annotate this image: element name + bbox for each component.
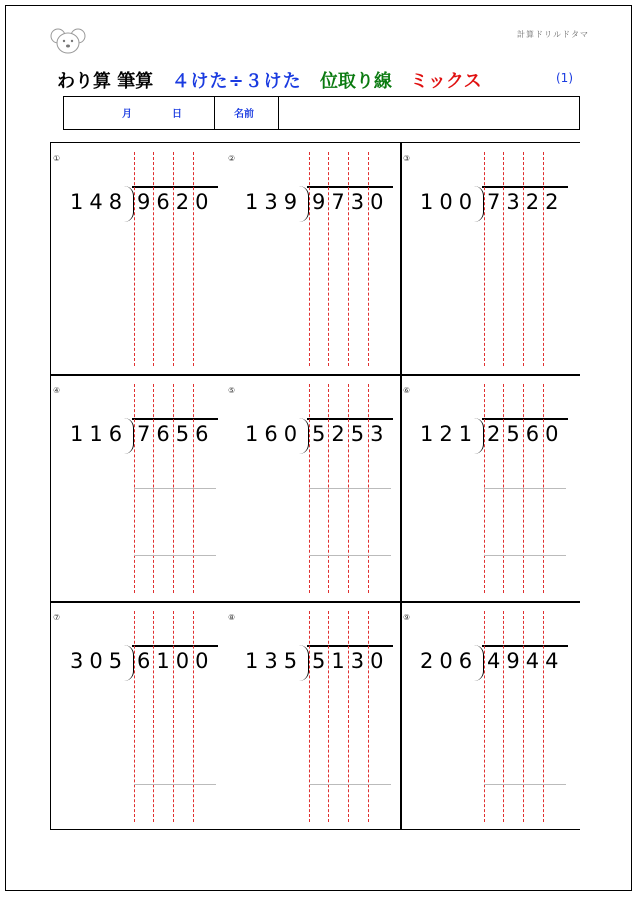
work-line	[309, 784, 391, 785]
dividend: 5130	[312, 649, 390, 673]
divisor: 160	[245, 422, 304, 446]
problem-grid	[50, 142, 580, 830]
place-value-guide-line	[328, 611, 329, 822]
work-line	[484, 555, 566, 556]
division-bar	[482, 186, 568, 188]
problem-number: ③	[403, 154, 411, 163]
work-line	[484, 488, 566, 489]
division-bar	[132, 645, 218, 647]
namebox-divider	[214, 97, 215, 129]
division-bar	[132, 418, 218, 420]
title-part-3: 位取り線	[319, 71, 392, 92]
grid-divider	[50, 601, 580, 603]
place-value-guide-line	[309, 152, 310, 366]
place-value-guide-line	[348, 611, 349, 822]
place-value-guide-line	[543, 152, 544, 366]
place-value-guide-line	[484, 152, 485, 366]
division-bracket	[474, 186, 484, 222]
division-bracket	[299, 645, 309, 681]
division-bracket	[299, 418, 309, 454]
problem-number: ⑥	[403, 386, 411, 395]
mouse-logo-icon	[50, 27, 86, 55]
work-line	[134, 784, 216, 785]
division-bracket	[124, 186, 134, 222]
title-part-1: わり算 筆算	[57, 71, 154, 92]
divisor: 206	[420, 649, 479, 673]
place-value-guide-line	[368, 152, 369, 366]
grid-divider	[400, 142, 402, 830]
place-value-guide-line	[193, 152, 194, 366]
day-label: 日	[172, 109, 182, 120]
division-bracket	[474, 418, 484, 454]
place-value-guide-line	[134, 152, 135, 366]
place-value-guide-line	[543, 611, 544, 822]
place-value-guide-line	[368, 611, 369, 822]
place-value-guide-line	[173, 152, 174, 366]
division-bar	[307, 186, 393, 188]
divisor: 121	[420, 422, 479, 446]
dividend: 9730	[312, 190, 390, 214]
divisor: 135	[245, 649, 304, 673]
dividend: 4944	[487, 649, 565, 673]
place-value-guide-line	[484, 611, 485, 822]
place-value-guide-line	[523, 611, 524, 822]
division-bracket	[474, 645, 484, 681]
worksheet-title	[57, 67, 494, 93]
division-bracket	[299, 186, 309, 222]
place-value-guide-line	[153, 611, 154, 822]
work-line	[134, 488, 216, 489]
sheet-number: (1)	[556, 71, 573, 85]
problem-number: ②	[228, 154, 236, 163]
problem-number: ⑤	[228, 386, 236, 395]
place-value-guide-line	[173, 611, 174, 822]
problem-number: ⑨	[403, 613, 411, 622]
division-bar	[307, 418, 393, 420]
problem-number: ④	[53, 386, 61, 395]
dividend: 9620	[137, 190, 215, 214]
name-label: 名前	[234, 109, 254, 120]
problem-number: ⑧	[228, 613, 236, 622]
dividend: 6100	[137, 649, 215, 673]
title-part-4: ミックス	[410, 71, 482, 92]
month-label: 月	[122, 109, 132, 120]
place-value-guide-line	[328, 152, 329, 366]
divisor: 305	[70, 649, 129, 673]
dividend: 7656	[137, 422, 215, 446]
division-bar	[307, 645, 393, 647]
division-bar	[132, 186, 218, 188]
work-line	[134, 555, 216, 556]
place-value-guide-line	[134, 611, 135, 822]
place-value-guide-line	[523, 152, 524, 366]
place-value-guide-line	[348, 152, 349, 366]
place-value-guide-line	[503, 611, 504, 822]
grid-divider	[50, 374, 580, 376]
place-value-guide-line	[503, 152, 504, 366]
brand-label: 計算ドリルドタマ	[517, 30, 589, 39]
dividend: 7322	[487, 190, 565, 214]
title-part-2: ４けた÷３けた	[171, 71, 302, 92]
division-bracket	[124, 418, 134, 454]
place-value-guide-line	[309, 611, 310, 822]
dividend: 2560	[487, 422, 565, 446]
namebox-divider	[278, 97, 279, 129]
divisor: 100	[420, 190, 479, 214]
dividend: 5253	[312, 422, 390, 446]
divisor: 148	[70, 190, 129, 214]
problem-number: ⑦	[53, 613, 61, 622]
division-bracket	[124, 645, 134, 681]
problem-number: ①	[53, 154, 61, 163]
divisor: 116	[70, 422, 129, 446]
divisor: 139	[245, 190, 304, 214]
name-date-box	[63, 96, 580, 130]
division-bar	[482, 418, 568, 420]
place-value-guide-line	[153, 152, 154, 366]
place-value-guide-line	[193, 611, 194, 822]
division-bar	[482, 645, 568, 647]
work-line	[484, 784, 566, 785]
work-line	[309, 488, 391, 489]
work-line	[309, 555, 391, 556]
